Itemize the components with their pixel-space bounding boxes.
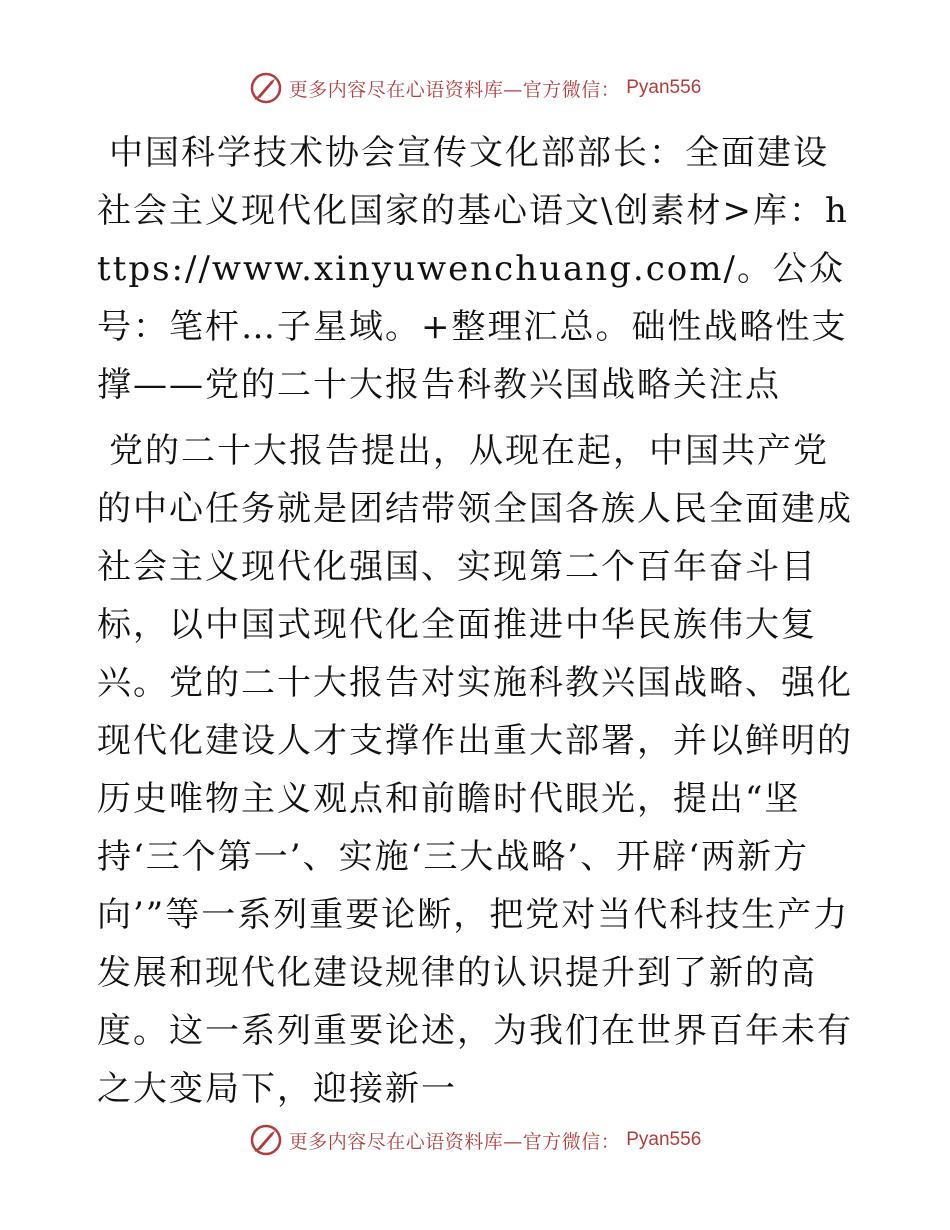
quill-pen-emblem-icon bbox=[249, 1123, 283, 1157]
watermark-text: 更多内容尽在心语资料库—官方微信： bbox=[288, 78, 621, 101]
watermark-wechat-id: Pyan556 bbox=[626, 77, 702, 98]
quill-pen-emblem-icon bbox=[249, 71, 283, 105]
body-paragraph bbox=[97, 422, 853, 1118]
heading-paragraph bbox=[97, 124, 853, 414]
heading-paragraph-text: 中国科学技术协会宣传文化部部长：全面建设社会主义现代化国家的基心语文\创素材>库：https://www.xinyuwenchuang.com/。公众号：笔杆…子星域。+整理汇总。础性战略性支撑——党的二十大报告科教兴国战略关注点 bbox=[97, 133, 849, 405]
header-watermark bbox=[0, 68, 950, 108]
document-body bbox=[97, 124, 853, 1118]
body-paragraph-text: 党的二十大报告提出，从现在起，中国共产党的中心任务就是团结带领全国各族人民全面建成社会主义现代化强国、实现第二个百年奋斗目标，以中国式现代化全面推进中华民族伟大复兴。党的二十大报告对实施科教兴国战略、强化现代化建设人才支撑作出重大部署，并以鲜明的历史唯物主义观点和前瞻时代眼光，提出“坚持‘三个第一’、实施‘三大战略’、开辟‘两新方向’”等一系列重要论断，把党对当代科技生产力发展和现代化建设规律的认识提升到了新的高度。这一系列重要论述，为我们在世界百年未有之大变局下，迎接新一 bbox=[97, 431, 853, 1109]
footer-watermark bbox=[0, 1120, 950, 1160]
watermark-text: 更多内容尽在心语资料库—官方微信： bbox=[288, 1130, 621, 1153]
watermark-wechat-id: Pyan556 bbox=[626, 1129, 702, 1150]
